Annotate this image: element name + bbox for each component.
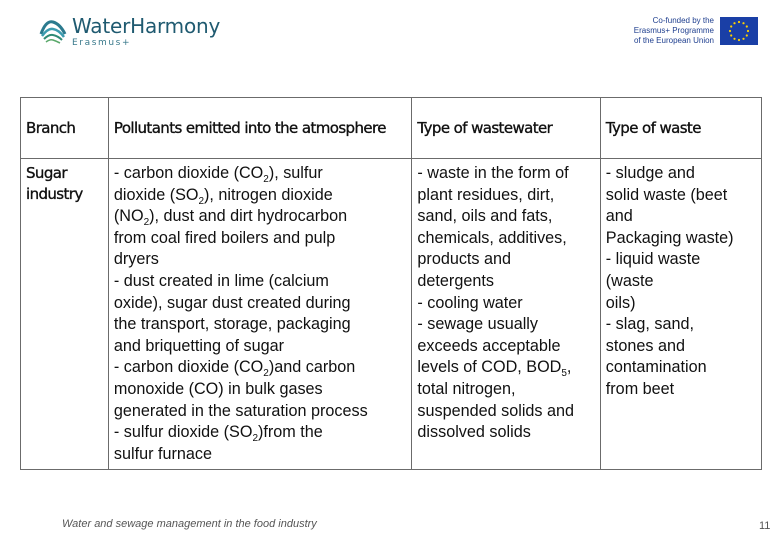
cell-line — [114, 357, 407, 379]
cell-line — [114, 401, 407, 423]
pollution-table — [20, 97, 762, 470]
cell-line — [606, 228, 756, 250]
header-branch: Branch — [21, 98, 109, 159]
waste-cell — [600, 159, 761, 470]
text-segment: and — [605, 207, 633, 226]
text-segment: - liquid waste — [605, 250, 701, 269]
eu-flag-icon — [720, 17, 758, 45]
cell-line — [417, 185, 594, 207]
cell-line — [417, 249, 594, 271]
cell-line — [606, 336, 756, 358]
cell-line — [606, 314, 756, 336]
cell-line — [114, 293, 407, 315]
cell-line — [417, 336, 594, 358]
water-drops-icon — [38, 16, 68, 46]
text-segment: chemicals, additives, — [417, 228, 567, 247]
header-wastewater: Type of wastewater — [412, 98, 600, 159]
header-pollutants: Pollutants emitted into the atmosphere — [108, 98, 412, 159]
text-segment: and briquetting of sugar — [113, 336, 284, 355]
text-segment: total nitrogen, — [417, 379, 516, 398]
branch-line: industry — [26, 185, 83, 203]
cell-line — [606, 249, 756, 271]
cell-line — [114, 163, 407, 185]
table-header-row — [21, 98, 762, 159]
text-segment: - slag, sand, — [605, 315, 694, 334]
cell-line — [606, 185, 756, 207]
cell-line — [114, 271, 407, 293]
text-segment: dissolved solids — [417, 423, 531, 442]
cell-line — [417, 401, 594, 423]
subscript: 2 — [252, 433, 259, 445]
text-segment: dryers — [113, 250, 159, 269]
text-segment: ), sulfur — [268, 164, 323, 182]
cell-line — [417, 422, 594, 444]
subscript: 2 — [263, 368, 269, 380]
logo-name: WaterHarmony — [72, 14, 221, 38]
cell-line — [417, 379, 594, 401]
cell-line — [606, 293, 756, 315]
text-segment: solid waste (beet — [605, 185, 728, 204]
subscript: 2 — [263, 174, 269, 186]
text-segment: - sewage usually — [417, 315, 538, 334]
text-segment: products and — [417, 250, 512, 269]
text-segment: plant residues, dirt, — [417, 185, 555, 204]
text-segment: - carbon dioxide (CO — [113, 164, 264, 182]
text-segment: sand, oils and fats, — [417, 207, 553, 226]
text-segment: monoxide (CO) in bulk gases — [113, 379, 323, 398]
pollutants-cell — [108, 159, 412, 470]
text-segment: - carbon dioxide (CO — [113, 358, 264, 377]
cell-line — [606, 271, 756, 293]
eu-cofunded-logo — [622, 16, 762, 46]
cell-line — [417, 163, 594, 185]
eu-text-line: of the European Union — [633, 36, 714, 45]
text-segment: suspended solids and — [417, 401, 575, 420]
text-segment: oils) — [605, 293, 636, 312]
text-segment: contamination — [605, 358, 707, 377]
branch-line: Sugar — [26, 164, 67, 182]
text-segment: generated in the saturation process — [113, 401, 368, 420]
cell-line — [114, 422, 407, 444]
cell-line — [114, 336, 407, 358]
text-segment: sulfur furnace — [113, 444, 212, 463]
footer-title: Water and sewage management in the food industry — [62, 518, 317, 530]
text-segment: )and carbon — [268, 358, 356, 377]
cell-line — [114, 314, 407, 336]
eu-cofunded-text — [622, 16, 714, 46]
cell-line — [606, 357, 756, 379]
cell-line — [114, 379, 407, 401]
text-segment: oxide), sugar dust created during — [113, 293, 351, 312]
text-segment: from coal fired boilers and pulp — [113, 228, 336, 247]
cell-line — [606, 163, 756, 185]
subscript: 5 — [561, 368, 567, 380]
logo-subtitle: Erasmus+ — [72, 38, 132, 48]
waterharmony-logo — [38, 12, 238, 52]
cell-line — [606, 206, 756, 228]
subscript: 2 — [143, 217, 150, 229]
text-segment: ), nitrogen dioxide — [204, 185, 333, 204]
cell-line — [417, 206, 594, 228]
text-segment: Packaging waste) — [605, 228, 734, 247]
text-segment: , — [566, 358, 572, 377]
text-segment: - waste in the form of — [417, 164, 569, 182]
text-segment: - cooling water — [417, 293, 523, 312]
text-segment: from beet — [605, 379, 675, 398]
table-row — [21, 159, 762, 470]
cell-line — [417, 293, 594, 315]
header — [0, 0, 780, 60]
text-segment: detergents — [417, 271, 494, 290]
page-number: 11 — [759, 520, 771, 532]
text-segment: dioxide (SO — [113, 185, 199, 204]
text-segment: stones and — [605, 336, 685, 355]
text-segment: (waste — [605, 271, 654, 290]
cell-line — [114, 185, 407, 207]
text-segment: (NO — [113, 207, 144, 226]
branch-cell — [21, 159, 109, 470]
cell-line — [114, 249, 407, 271]
eu-text-line: Erasmus+ Programme — [633, 26, 714, 35]
cell-line — [114, 206, 407, 228]
cell-line — [417, 228, 594, 250]
text-segment: the transport, storage, packaging — [113, 315, 351, 334]
cell-line — [114, 228, 407, 250]
text-segment: )from the — [258, 423, 323, 442]
text-segment: - dust created in lime (calcium — [113, 271, 329, 290]
cell-line — [417, 357, 594, 379]
header-waste: Type of waste — [600, 98, 761, 159]
text-segment: levels of COD, BOD — [417, 358, 562, 377]
text-segment: ), dust and dirt hydrocarbon — [149, 207, 348, 226]
cell-line — [417, 314, 594, 336]
subscript: 2 — [198, 195, 205, 207]
text-segment: - sulfur dioxide (SO — [113, 423, 253, 442]
cell-line — [114, 444, 407, 466]
eu-text-line: Co-funded by the — [652, 16, 714, 25]
text-segment: - sludge and — [605, 164, 695, 182]
cell-line — [417, 271, 594, 293]
text-segment: exceeds acceptable — [417, 336, 561, 355]
cell-line — [606, 379, 756, 401]
wastewater-cell — [412, 159, 600, 470]
